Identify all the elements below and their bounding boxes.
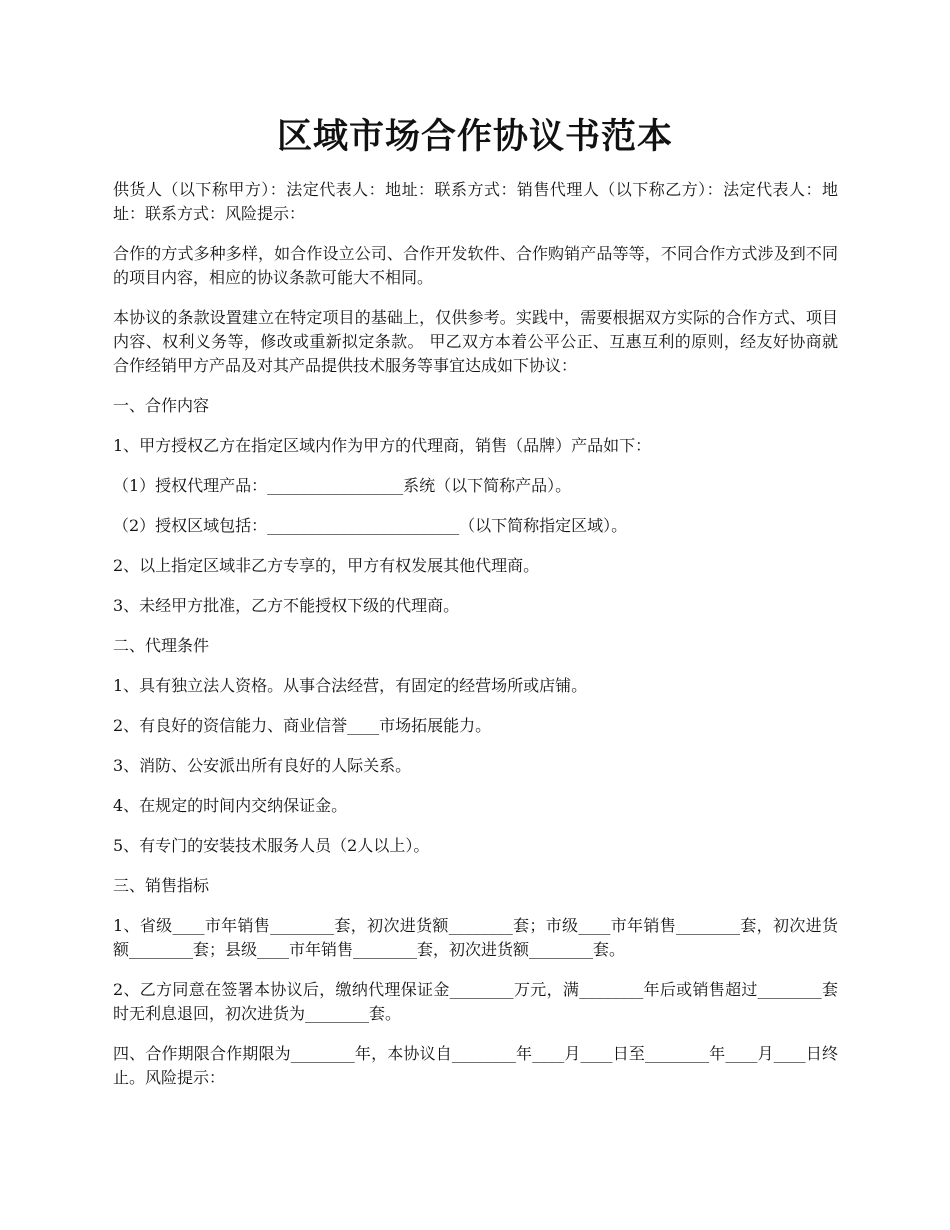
section-heading-sales-targets: 三、销售指标 (113, 876, 210, 895)
condition-3-relations: 3、消防、公安派出所有良好的人际关系。 (113, 756, 412, 775)
target-1-sales-volumes: 1、省级____市年销售________套，初次进货额________套；市级____市年销售________套，初次进货额________套；县级____市年销售________套，初次进货额________套。 (113, 916, 838, 959)
cooperation-methods-paragraph: 合作的方式多种多样，如合作设立公司、合作开发软件、合作购销产品等等，不同合作方式涉及到不同的项目内容，相应的协议条款可能大不相同。 (113, 244, 838, 287)
target-2-deposit-terms: 2、乙方同意在签署本协议后，缴纳代理保证金________万元，满________年后或销售超过________套时无利息退回，初次进货为________套。 (113, 980, 838, 1023)
condition-2-credit: 2、有良好的资信能力、商业信誉____市场拓展能力。 (113, 716, 492, 735)
condition-4-deposit: 4、在规定的时间内交纳保证金。 (113, 796, 348, 815)
clause-1-2-authorized-region: （2）授权区域包括：________________________（以下简称指定区域）。 (113, 516, 628, 535)
clause-2-non-exclusive: 2、以上指定区域非乙方专享的，甲方有权发展其他代理商。 (113, 556, 540, 575)
parties-paragraph: 供货人（以下称甲方）：法定代表人：地址：联系方式：销售代理人（以下称乙方）：法定代表人：地址：联系方式：风险提示： (113, 180, 838, 223)
section-heading-cooperation-term: 四、合作期限合作期限为________年，本协议自________年____月____日至________年____月____日终止。风险提示： (113, 1044, 838, 1087)
section-heading-agency-conditions: 二、代理条件 (113, 636, 210, 655)
clause-basis-paragraph: 本协议的条款设置建立在特定项目的基础上，仅供参考。实践中，需要根据双方实际的合作方式、项目内容、权利义务等，修改或重新拟定条款。 甲乙双方本着公平公正、互惠互利的原则，经友好协商就合作经销甲方产品及对其产品提供技术服务等事宜达成如下协议： (113, 308, 838, 375)
section-heading-cooperation-content: 一、合作内容 (113, 396, 210, 415)
document-title: 区域市场合作协议书范本 (276, 116, 673, 157)
clause-1-1-authorized-product: （1）授权代理产品：_________________系统（以下简称产品）。 (113, 476, 572, 495)
clause-1-authorization: 1、甲方授权乙方在指定区域内作为甲方的代理商，销售（品牌）产品如下： (113, 436, 652, 455)
condition-5-technicians: 5、有专门的安装技术服务人员（2人以上）。 (113, 836, 430, 855)
condition-1-legal-entity: 1、具有独立法人资格。从事合法经营，有固定的经营场所或店铺。 (113, 676, 588, 695)
document-body (113, 178, 838, 1106)
clause-3-no-sub-agents: 3、未经甲方批准，乙方不能授权下级的代理商。 (113, 596, 460, 615)
